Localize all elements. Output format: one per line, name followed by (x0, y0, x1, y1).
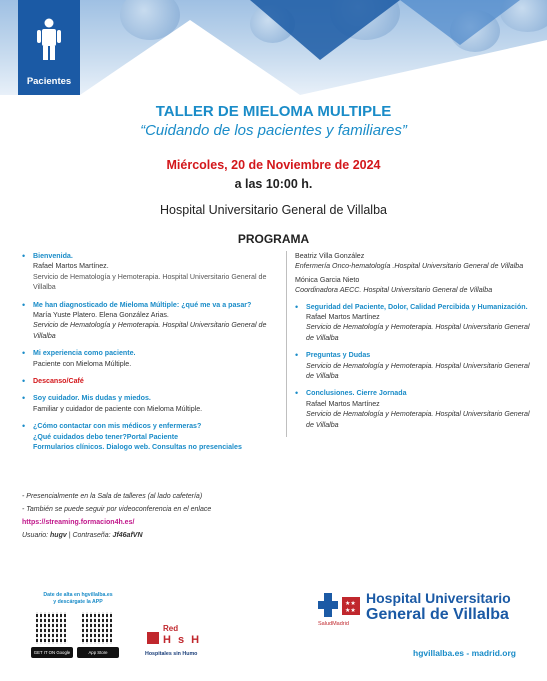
smoke-free-logo (145, 624, 215, 664)
program-item (22, 393, 270, 414)
header-banner (0, 0, 547, 95)
item-title: Bienvenida. (33, 252, 73, 260)
streaming-link[interactable]: https://streaming.formacion4h.es/ (22, 519, 135, 526)
item-speaker: Beatriz Villa González (295, 252, 365, 260)
item-title: Preguntas y Dudas (306, 351, 371, 360)
item-speaker: Mónica Garcia Nieto (295, 275, 360, 284)
item-speaker: Familiar y cuidador de paciente con Mieloma Múltiple. (33, 404, 203, 413)
qr-code-android[interactable] (36, 612, 68, 644)
user-label: Usuario: (22, 532, 51, 539)
bullet-icon: • (22, 299, 26, 310)
program-item (295, 302, 535, 344)
patients-label: Pacientes (26, 76, 72, 87)
item-role: Servicio de Hematología y Hemoterapia. Hospital Universitario General de Villalba (33, 272, 267, 292)
smoke-free-icon (147, 632, 159, 644)
item-title: ¿Cómo contactar con mis médicos y enfermeras? (33, 422, 202, 431)
bullet-icon: • (22, 393, 26, 404)
note-online: - También se puede seguir por videoconferencia en el enlace (22, 506, 212, 513)
hsh-caption: Hospitales sin Humo (145, 651, 198, 657)
app-caption-line1: Date de alta en hgvillalba.es (43, 592, 113, 598)
bullet-icon: • (295, 301, 299, 312)
svg-text:★★: ★★ (345, 601, 356, 607)
program-item (22, 348, 270, 369)
item-title: Mi experiencia como paciente. (33, 349, 136, 358)
website-link[interactable]: hgvillalba.es - madrid.org (413, 648, 516, 658)
item-speaker: Rafael Martos Martínez (306, 399, 380, 408)
hsh-label: H s H (163, 634, 202, 646)
program-item (295, 388, 535, 430)
item-title: Soy cuidador. Mis dudas y miedos. (33, 394, 151, 403)
item-title: Conclusiones. Cierre Jornada (306, 389, 407, 398)
person-icon (36, 18, 62, 60)
event-venue: Hospital Universitario General de Villalba (160, 203, 387, 217)
item-role: Servicio de Hematología y Hemoterapia. Hospital Universitario General de Villalba (306, 361, 530, 381)
event-subtitle: “Cuidando de los pacientes y familiares” (140, 122, 407, 139)
item-role: Servicio de Hematología y Hemoterapia. Hospital Universitario General de Villalba (306, 410, 530, 429)
user-value: hugv (50, 532, 67, 539)
item-speaker: Paciente con Mieloma Múltiple. (33, 359, 132, 368)
credentials (22, 529, 322, 542)
program-right-column (286, 251, 535, 437)
qr-code-ios[interactable] (82, 612, 114, 644)
app-caption-line2: y descárgate la APP (53, 599, 103, 605)
program-item (295, 350, 535, 381)
password-label: | Contraseña: (66, 532, 113, 539)
patients-tab (18, 0, 80, 95)
bullet-icon: • (295, 350, 299, 361)
bullet-icon: • (22, 421, 26, 432)
item-speaker: Rafael Martos Martínez (306, 313, 380, 322)
program-item (22, 300, 270, 342)
program-heading: PROGRAMA (237, 232, 310, 246)
hospital-name-line2: General de Villalba (366, 606, 509, 623)
item-speaker: Rafael Martos Martínez. (33, 262, 109, 271)
hospital-name-line1: Hospital Universitario (366, 590, 511, 606)
program-item (22, 376, 270, 386)
item-title: Seguridad del Paciente, Dolor, Calidad Percibida y Humanización. (306, 302, 528, 311)
item-role: Coordinadora AECC. Hospital Universitario General de Villalba (295, 286, 493, 295)
bullet-icon: • (22, 376, 26, 387)
google-play-badge[interactable]: GET IT ON Google Play (31, 647, 73, 658)
app-caption (28, 592, 128, 606)
item-title-line2: ¿Qué cuidados debo tener?Portal Paciente (33, 432, 179, 441)
program-item (22, 421, 270, 452)
bullet-icon: • (22, 348, 26, 359)
event-title: TALLER DE MIELOMA MULTIPLE (155, 103, 392, 120)
program-left-column (22, 251, 270, 460)
item-title-line3: Formularios clínicos. Dialogo web. Consultas no presenciales (33, 443, 242, 452)
event-time: a las 10:00 h. (234, 177, 313, 191)
program-item-continued (295, 251, 535, 296)
password-value: Jf46afVN (112, 532, 143, 539)
svg-text:★★: ★★ (345, 608, 356, 614)
item-title: Me han diagnosticado de Mieloma Múltiple: ¿qué me va a pasar? (33, 300, 252, 309)
item-role: Servicio de Hematología y Hemoterapia. Hospital Universitario General de Villalba (306, 323, 530, 342)
red-label: Red (163, 624, 179, 633)
item-speaker: María Yuste Platero. Elena González Arias. (33, 311, 169, 320)
item-title: Descanso/Café (33, 377, 84, 386)
item-role: Enfermería Onco-hematología .Hospital Universitario General de Villalba (295, 262, 524, 271)
bullet-icon: • (295, 388, 299, 399)
bullet-icon: • (22, 251, 26, 261)
banner-shapes (0, 0, 547, 95)
hospital-logo-icon (318, 591, 362, 623)
app-store-badge[interactable]: App Store (77, 647, 119, 658)
attendance-notes (22, 490, 322, 542)
salud-madrid-label: SaludMadrid (318, 621, 349, 627)
event-date: Miércoles, 20 de Noviembre de 2024 (166, 158, 381, 172)
item-role: Servicio de Hematología y Hemoterapia. Hospital Universitario General de Villalba (33, 321, 267, 340)
note-onsite: - Presencialmente en la Sala de talleres (al lado cafetería) (22, 493, 203, 500)
program-item (22, 251, 270, 293)
